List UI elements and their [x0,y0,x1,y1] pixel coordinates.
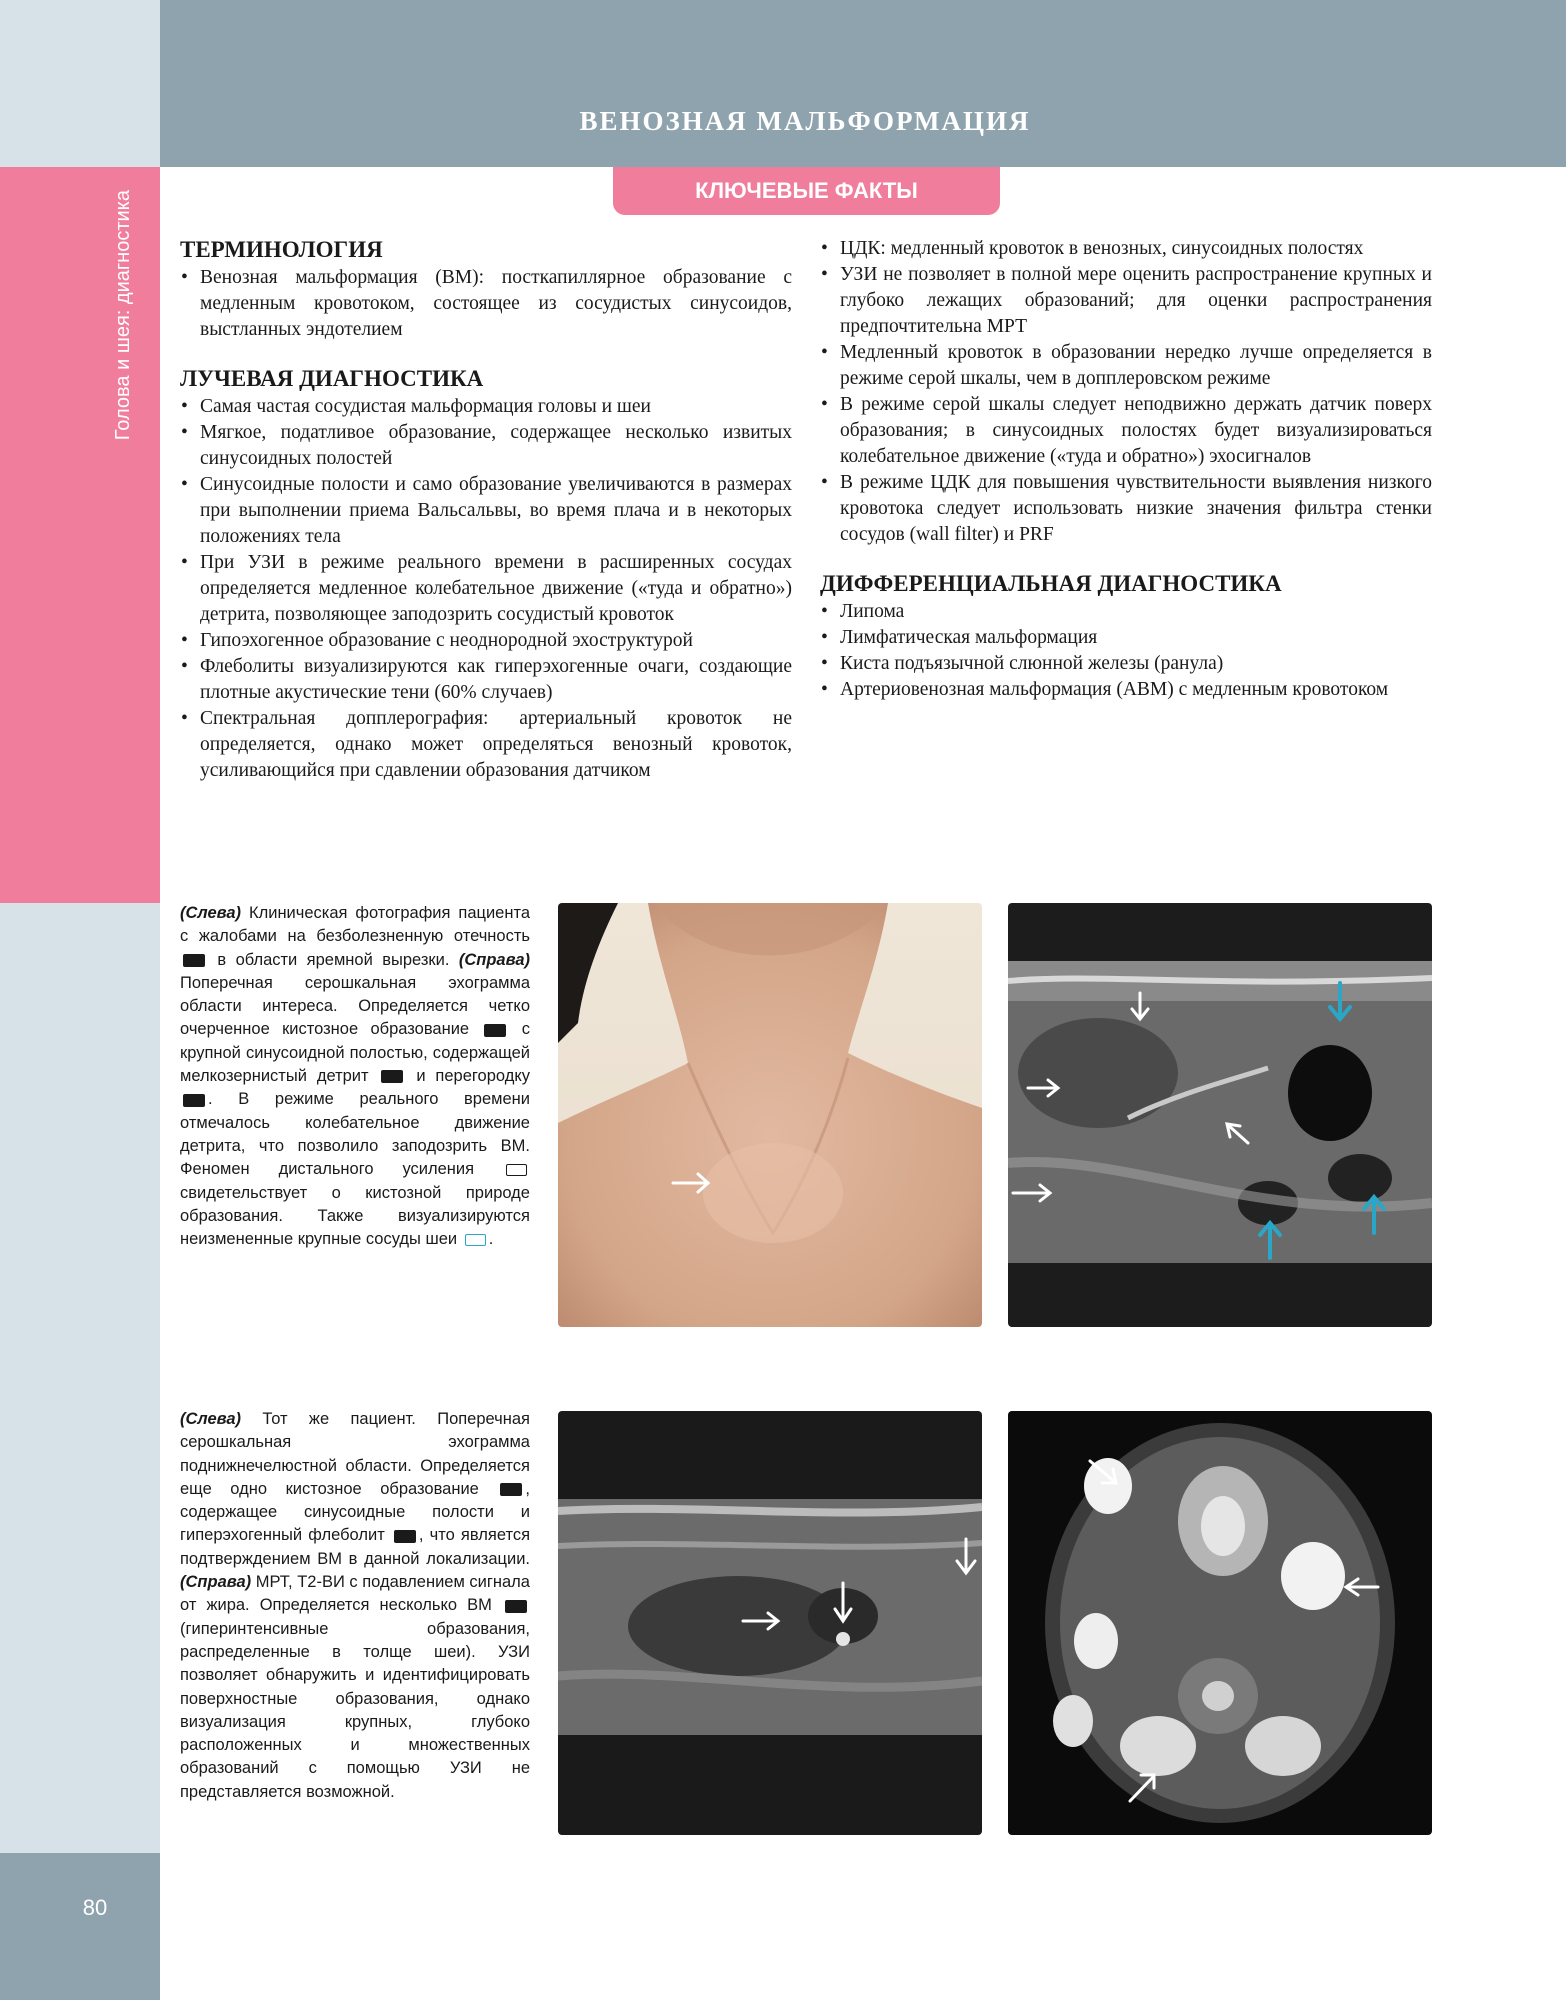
solid-arrow-icon [505,1600,527,1613]
key-facts-tab: КЛЮЧЕВЫЕ ФАКТЫ [613,167,1000,215]
list-item: • Венозная мальформация (ВМ): посткапиллярное образование с медленным кровотоком, состоящее из сосудистых синусоидов, выстланных эндотелием [180,265,792,343]
caption-text: Тот же пациент. Поперечная серошкальная эхограмма поднижнечелюстной области. Определяется еще одно кистозное образование [180,1410,530,1498]
caption-text: с крупной синусоидной полостью, содержащей мелкозернистый детрит [180,1020,530,1086]
imaging-list [180,394,792,784]
caption-text: . [488,1230,494,1249]
sidebar-section-label: Голова и шея: диагностика [112,190,134,441]
list-item: • Синусоидные полости и само образование увеличиваются в размерах при выполнении приема Вальсальвы, во время плача и в некоторых положениях тела [180,472,792,550]
caption-text: , что является подтверждением ВМ в данной локализации. [180,1526,531,1568]
list-item: • Спектральная допплерография: артериальный кровоток не определяется, однако может определяться венозный кровоток, усиливающийся при сдавлении образования датчиком [180,706,792,784]
solid-arrow-icon [183,954,205,967]
differential-heading: ДИФФЕРЕНЦИАЛЬНАЯ ДИАГНОСТИКА [820,571,1282,596]
terminology-heading: ТЕРМИНОЛОГИЯ [180,237,383,262]
caption-text: в области яремной вырезки. [208,950,459,969]
list-item: • В режиме ЦДК для повышения чувствительности выявления низкого кровотока следует использовать низкие значения фильтра стенки сосудов (wall filter) и PRF [820,470,1432,548]
figure-caption-1 [180,902,530,1251]
sidebar-bottom-block [0,1853,160,2000]
solid-arrow-icon [381,1070,403,1083]
list-item: • Самая частая сосудистая мальформация головы и шеи [180,394,792,420]
list-item: • Артериовенозная мальформация (АВМ) с медленным кровотоком [820,677,1432,703]
caption-text: свидетельствует о кистозной природе образования. Также визуализируются неизмененные крупные сосуды шеи [180,1183,530,1249]
list-item: • Гипоэхогенное образование с неоднородной эхоструктурой [180,628,792,654]
solid-arrow-icon [500,1483,522,1496]
caption-right-label: (Справа) [180,1573,252,1592]
caption-left-label: (Слева) [180,1410,242,1428]
clinical-photo-neck [558,903,982,1327]
list-item: • УЗИ не позволяет в полной мере оценить распространение крупных и глубоко лежащих образований; для оценки распространения предпочтительна МРТ [820,262,1432,340]
list-item: • Медленный кровоток в образовании нередко лучше определяется в режиме серой шкалы, чем в допплеровском режиме [820,340,1432,392]
figure-caption-2 [180,1408,530,1804]
terminology-list [180,265,792,343]
list-item: • В режиме серой шкалы следует неподвижно держать датчик поверх образования; в синусоидных полостях будет визуализироваться колебательное движение («туда и обратно») эхосигналов [820,392,1432,470]
caption-text: МРТ, T2-ВИ с подавлением сигнала от жира. Определяется несколько ВМ [180,1573,530,1615]
list-item: • Киста подъязычной слюнной железы (ранула) [820,651,1432,677]
list-item: • Мягкое, податливое образование, содержащее несколько извитых синусоидных полостей [180,420,792,472]
blue-arrow-icon [465,1234,486,1246]
caption-right-label: (Справа) [458,950,530,969]
mri-axial-neck [1008,1411,1432,1835]
caption-text: Клиническая фотография пациента с жалобами на безболезненную отечность [180,904,530,946]
solid-arrow-icon [484,1024,506,1037]
solid-arrow-icon [183,1094,205,1107]
caption-text: (гиперинтенсивные образования, распределенные в толще шеи). УЗИ позволяет обнаружить и идентифицировать поверхностные образования, однако визуализация крупных, глубоко расположенных и множественных образований с помощью УЗИ не представляется возможной. [180,1619,530,1801]
sidebar-section-block [0,167,160,903]
caption-text: Поперечная серошкальная эхограмма области интереса. Определяется четко очерченное кистозное образование [180,973,530,1039]
ultrasound-image-1 [1008,903,1432,1327]
sidebar-top-block [0,0,160,167]
caption-text: , содержащее синусоидные полости и гиперэхогенный флеболит [180,1479,530,1545]
list-item: • Флеболиты визуализируются как гиперэхогенные очаги, создающие плотные акустические тени (60% случаев) [180,654,792,706]
left-column [180,236,792,784]
open-arrow-icon [506,1164,527,1176]
page-number: 80 [82,1895,108,1920]
list-item: • Лимфатическая мальформация [820,625,1432,651]
list-item: • Липома [820,599,1432,625]
right-column [820,236,1432,703]
ultrasound-image-2 [558,1411,982,1835]
differential-list [820,599,1432,703]
solid-arrow-icon [394,1530,416,1543]
imaging-list-continued [820,236,1432,548]
caption-text: . В режиме реального времени отмечалось колебательное движение детрита, что позволило заподозрить ВМ. Феномен дистального усиления [180,1090,530,1179]
page-header [160,0,1566,167]
list-item: • ЦДК: медленный кровоток в венозных, синусоидных полостях [820,236,1432,262]
caption-left-label: (Слева) [180,904,242,922]
page-title: ВЕНОЗНАЯ МАЛЬФОРМАЦИЯ [579,106,1031,136]
caption-text: и перегородку [406,1067,530,1086]
imaging-heading: ЛУЧЕВАЯ ДИАГНОСТИКА [180,366,484,391]
list-item: • При УЗИ в режиме реального времени в расширенных сосудах определяется медленное колебательное движение («туда и обратно») детрита, позволяющее заподозрить сосудистый кровоток [180,550,792,628]
sidebar-middle-block [0,903,160,1853]
